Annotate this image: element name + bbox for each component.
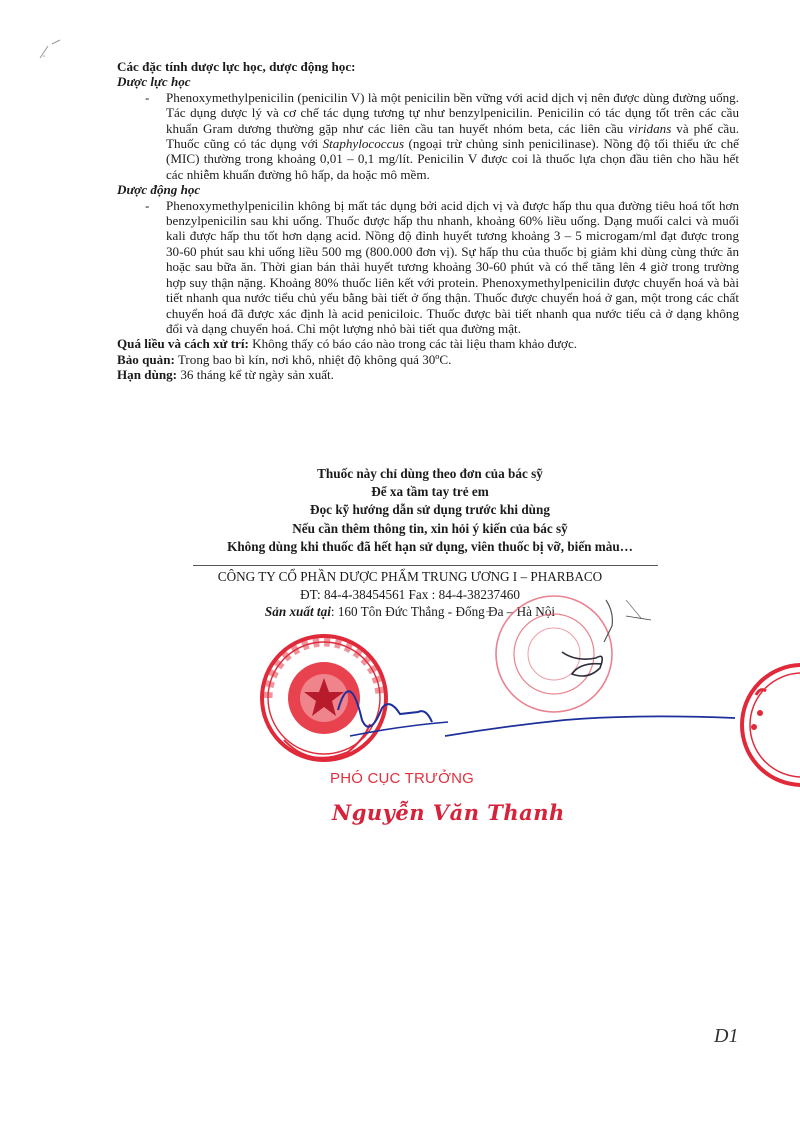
- edge-stamp: [730, 655, 800, 805]
- pharmacodynamics-paragraph: [117, 90, 739, 182]
- rich-text: Phenoxymethylpenicilin (penicilin V) là một penicilin bền vững với acid dịch vị nên được dùng đường uống. Tác dụng dược lý và cơ chế tác dụng tương tự như benzylpenicilin. Penicilin có tác dụng tốt trên các cầu khuẩn Gram dương thường gặp như các liên cầu tan huyết nhóm beta, các liên cầu viridans và phế cầu. Thuốc cũng có tác dụng với Staphylococcus (ngoại trừ chủng sinh penicilinase). Nồng độ tối thiểu ức chế (MIC) thường trong khoảng 0,01 – 0,1 mg/lít. Penicilin V được coi là thuốc lựa chọn đầu tiên cho hầu hết các nhiễm khuẩn đường hô hấp, da hoặc mô mềm.: [166, 89, 740, 182]
- bullet-dash: -: [145, 197, 150, 213]
- warning-line: Không dùng khi thuốc đã hết hạn sử dụng, viên thuốc bị vỡ, biến màu…: [227, 538, 633, 554]
- warning-line: Để xa tầm tay trẻ em: [371, 484, 489, 500]
- pharmacokinetics-paragraph: - Phenoxymethylpenicilin không bị mất tác dụng bởi acid dịch vị và được hấp thu qua đường tiêu hoá tốt hơn benzylpenicilin sau khi uống. Thuốc được hấp thu nhanh, khoảng 60% liều uống. Dạng muối calci và muối kali được hấp thu tốt hơn dạng acid. Nồng độ đỉnh huyết tương khoảng 3 – 5 microgam/ml đạt được trong 30-60 phút sau khi uống liều 500 mg (800.000 đơn vị). Sự hấp thu của thuốc bị giảm khi dùng cùng thức ăn hoặc sau bữa ăn. Thời gian bán thải huyết tương khoảng 30-60 phút và có thể tăng lên 4 giờ trong trường hợp suy thận nặng. Khoảng 80% thuốc liên kết với protein. Phenoxymethylpenicilin được chuyển hoá và bài tiết nhanh qua nước tiểu chủ yếu bằng bài tiết ở ống thận. Thuốc được chuyển hoá ở gan, một trong các chất chuyển hoá đã được xác định là acid peniciloic. Thuốc được bài tiết nhanh qua nước tiểu cả ở dạng không đổi và dạng chuyển hoá. Chỉ một lượng nhỏ bài tiết qua đường mật.: [145, 197, 739, 336]
- shelf-life-line: Hạn dùng: 36 tháng kể từ ngày sản xuất.: [117, 367, 334, 383]
- document-body: [117, 59, 739, 383]
- scan-mark: [38, 38, 68, 62]
- warning-line: Đọc kỹ hướng dẫn sử dụng trước khi dùng: [310, 502, 550, 518]
- pharmacokinetics-heading: Dược động học: [117, 182, 201, 198]
- page-mark: D1: [714, 1025, 739, 1047]
- warnings-block: [160, 465, 700, 556]
- company-name: CÔNG TY CỔ PHẦN DƯỢC PHẨM TRUNG ƯƠNG I – PHARBACO: [217, 569, 603, 584]
- section-title: Các đặc tính dược lực học, dược động học:: [117, 59, 356, 74]
- company-address: Sản xuất tại: 160 Tôn Đức Thắng - Đống Đa – Hà Nội: [264, 604, 556, 620]
- bullet-dash: -: [145, 89, 150, 105]
- company-contact: ĐT: 84-4-38454561 Fax : 84-4-38237460: [300, 586, 520, 602]
- scan-speck-icon: [38, 38, 68, 60]
- signature-stroke: [445, 700, 745, 750]
- divider: [193, 565, 658, 566]
- signer-title: PHÓ CỤC TRƯỞNG: [330, 770, 475, 787]
- signer-name: Nguyễn Văn Thanh: [332, 800, 565, 825]
- warning-line: Nếu cần thêm thông tin, xin hỏi ý kiến của bác sỹ: [292, 520, 568, 536]
- warning-line: Thuốc này chỉ dùng theo đơn của bác sỹ: [317, 466, 543, 481]
- pharmacodynamics-heading: Dược lực học: [117, 74, 191, 90]
- storage-line: Bảo quản: Trong bao bì kín, nơi khô, nhiệt độ không quá 30ºC.: [117, 351, 452, 367]
- overdose-line: Quá liều và cách xử trí: Không thấy có báo cáo nào trong các tài liệu tham khảo được.: [117, 336, 578, 352]
